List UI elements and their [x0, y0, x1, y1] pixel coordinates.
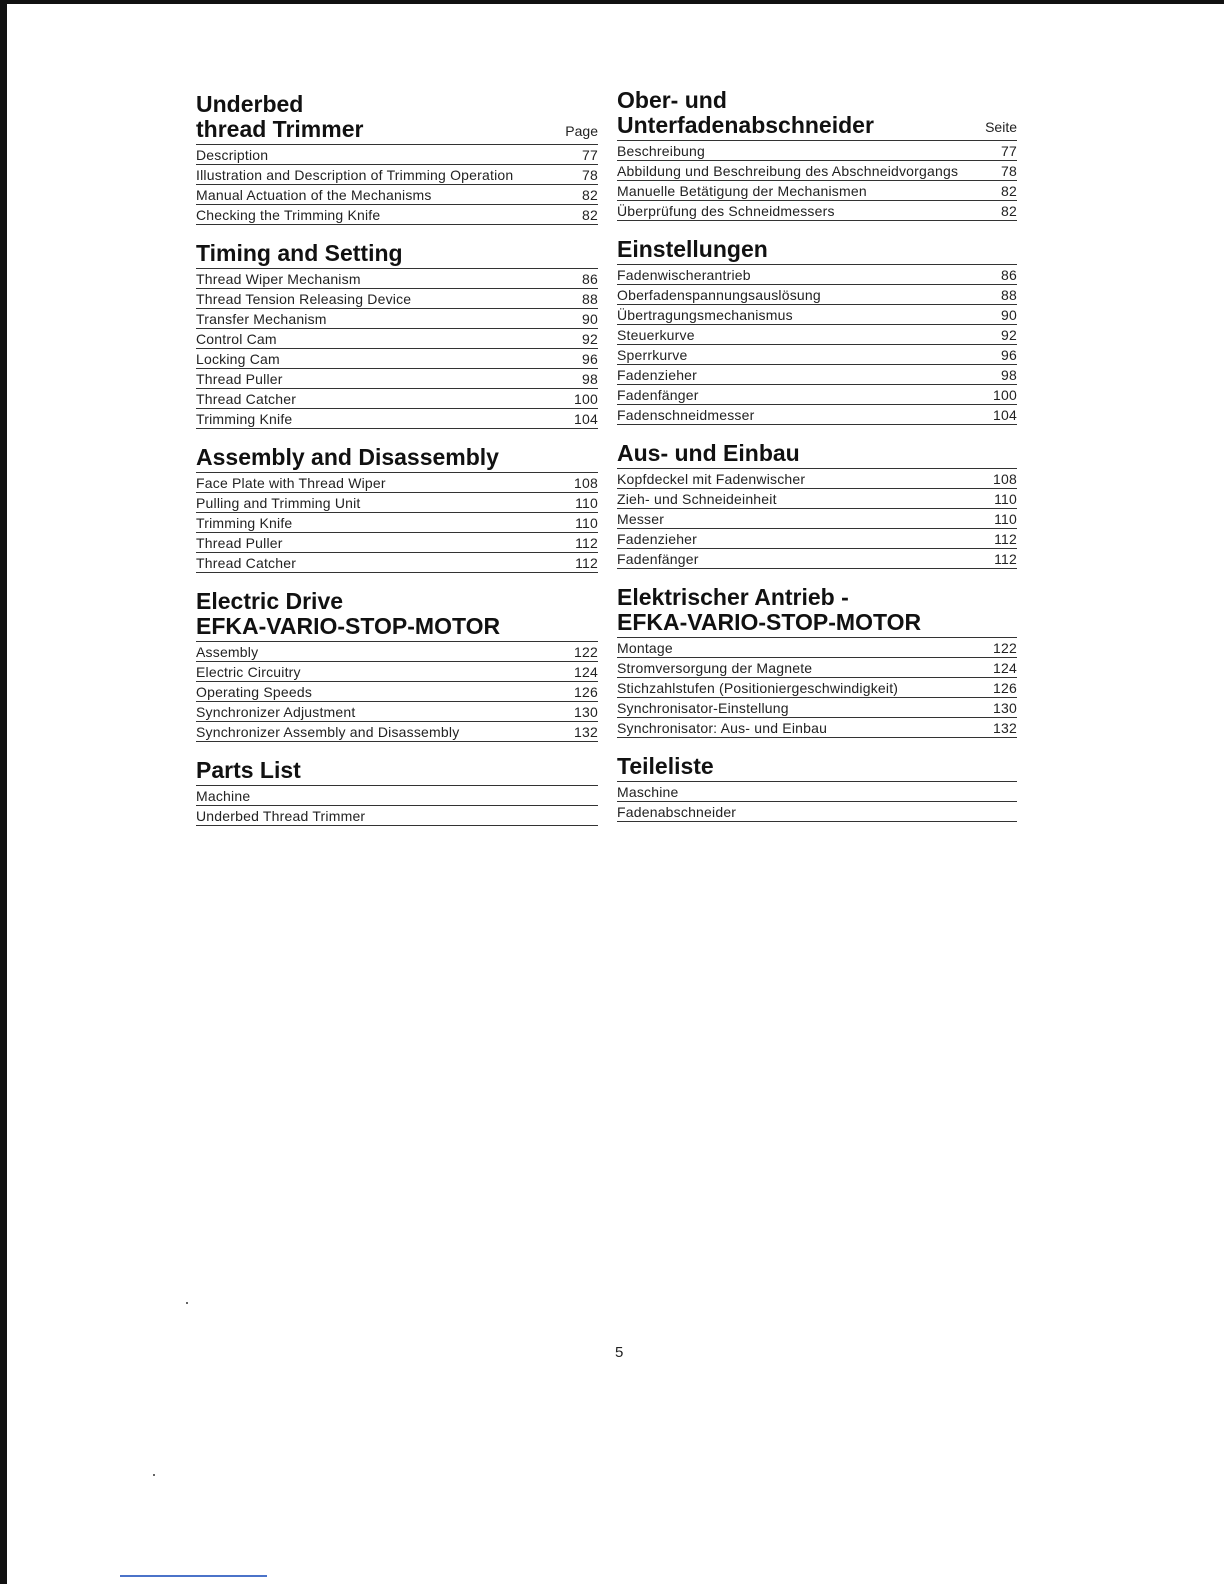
section-title-line: Einstellungen	[617, 236, 768, 262]
toc-entry[interactable]	[617, 509, 1017, 529]
contents-column-german	[617, 88, 1017, 838]
section-title-line: Ober- und	[617, 87, 727, 113]
toc-section	[196, 758, 598, 826]
entry-label: Übertragungsmechanismus	[617, 307, 793, 323]
entry-label: Fadenschneidmesser	[617, 407, 755, 423]
section-title-line: Unterfadenabschneider	[617, 112, 874, 138]
entry-label: Underbed Thread Trimmer	[196, 808, 366, 824]
entry-page: 98	[1001, 367, 1017, 383]
entry-page: 126	[574, 684, 598, 700]
entry-label: Abbildung und Beschreibung des Abschneidvorgangs	[617, 163, 959, 179]
entry-label: Kopfdeckel mit Fadenwischer	[617, 471, 806, 487]
toc-entry[interactable]	[196, 786, 598, 806]
entry-page: 132	[993, 720, 1017, 736]
section-title	[617, 88, 874, 138]
section-title-line: EFKA-VARIO-STOP-MOTOR	[617, 609, 922, 635]
section-title	[196, 92, 363, 142]
toc-entry[interactable]	[617, 161, 1017, 181]
section-header	[196, 758, 598, 783]
section-header	[196, 589, 598, 639]
toc-entry[interactable]	[617, 285, 1017, 305]
toc-section	[196, 241, 598, 429]
entry-page: 130	[574, 704, 598, 720]
entry-label: Fadenwischerantrieb	[617, 267, 751, 283]
entry-label: Operating Speeds	[196, 684, 313, 700]
toc-entry[interactable]	[617, 529, 1017, 549]
scan-edge-top	[0, 0, 1224, 4]
entry-label: Thread Puller	[196, 535, 283, 551]
entry-label: Transfer Mechanism	[196, 311, 327, 327]
entry-page: 124	[574, 664, 598, 680]
entry-label: Zieh- und Schneideinheit	[617, 491, 777, 507]
entry-page: 82	[582, 187, 598, 203]
entry-page: 112	[575, 555, 598, 571]
entry-label: Montage	[617, 640, 673, 656]
entry-page: 126	[993, 680, 1017, 696]
section-title	[617, 585, 921, 635]
entry-page: 100	[993, 387, 1017, 403]
entry-page: 112	[994, 531, 1017, 547]
entry-label: Beschreibung	[617, 143, 706, 159]
toc-section	[617, 237, 1017, 425]
entry-page: 108	[574, 475, 598, 491]
entry-page: 108	[993, 471, 1017, 487]
entry-label: Electric Circuitry	[196, 664, 301, 680]
entry-label: Maschine	[617, 784, 679, 800]
entry-page: 110	[994, 491, 1017, 507]
toc-entry[interactable]	[617, 405, 1017, 425]
entry-label: Thread Tension Releasing Device	[196, 291, 412, 307]
toc-entry[interactable]	[196, 642, 598, 662]
entry-page: 96	[1001, 347, 1017, 363]
entry-label: Fadenabschneider	[617, 804, 737, 820]
entry-label: Assembly	[196, 644, 259, 660]
entry-page: 88	[582, 291, 598, 307]
entry-label: Synchronizer Adjustment	[196, 704, 356, 720]
page-column-label: Seite	[985, 119, 1017, 135]
entry-label: Thread Catcher	[196, 555, 297, 571]
entry-label: Pulling and Trimming Unit	[196, 495, 361, 511]
toc-section	[617, 754, 1017, 822]
entry-label: Description	[196, 147, 269, 163]
section-title-line: Aus- und Einbau	[617, 440, 800, 466]
toc-entry[interactable]	[196, 493, 598, 513]
page-column-label: Page	[565, 123, 598, 139]
section-header	[196, 445, 598, 470]
entry-page: 98	[582, 371, 598, 387]
toc-entry[interactable]	[196, 806, 598, 826]
page-number: 5	[615, 1344, 624, 1361]
toc-section	[617, 88, 1017, 221]
entry-page: 86	[582, 271, 598, 287]
toc-section	[617, 441, 1017, 569]
entry-label: Manual Actuation of the Mechanisms	[196, 187, 432, 203]
toc-section	[196, 92, 598, 225]
toc-entry[interactable]	[617, 638, 1017, 658]
entry-page: 78	[582, 167, 598, 183]
toc-section	[196, 589, 598, 742]
entry-page: 96	[582, 351, 598, 367]
toc-entry[interactable]	[196, 513, 598, 533]
toc-entry[interactable]	[196, 309, 598, 329]
section-header	[617, 754, 1017, 779]
entry-page: 82	[1001, 203, 1017, 219]
entry-page: 130	[993, 700, 1017, 716]
toc-entry[interactable]	[617, 782, 1017, 802]
section-header	[617, 237, 1017, 262]
entry-label: Stichzahlstufen (Positioniergeschwindigkeit)	[617, 680, 899, 696]
entry-label: Checking the Trimming Knife	[196, 207, 381, 223]
toc-entry[interactable]	[196, 185, 598, 205]
entry-label: Thread Wiper Mechanism	[196, 271, 361, 287]
section-title	[196, 445, 499, 470]
toc-entry[interactable]	[196, 533, 598, 553]
entry-label: Fadenfänger	[617, 387, 699, 403]
toc-entry[interactable]	[196, 702, 598, 722]
entry-label: Synchronizer Assembly and Disassembly	[196, 724, 460, 740]
entry-label: Face Plate with Thread Wiper	[196, 475, 386, 491]
section-title	[617, 754, 714, 779]
entry-label: Steuerkurve	[617, 327, 695, 343]
toc-entry[interactable]	[617, 678, 1017, 698]
entry-page: 78	[1001, 163, 1017, 179]
scan-edge-left	[0, 0, 7, 1584]
section-title-line: Underbed	[196, 91, 304, 117]
entry-page: 86	[1001, 267, 1017, 283]
toc-section	[617, 585, 1017, 738]
section-title-line: EFKA-VARIO-STOP-MOTOR	[196, 613, 501, 639]
toc-entry[interactable]	[617, 802, 1017, 822]
section-title	[196, 758, 301, 783]
contents-column-english	[196, 92, 598, 842]
toc-entry[interactable]	[617, 385, 1017, 405]
section-title-line: thread Trimmer	[196, 116, 364, 142]
toc-entry[interactable]	[196, 349, 598, 369]
entry-label: Locking Cam	[196, 351, 280, 367]
toc-entry[interactable]	[617, 181, 1017, 201]
section-title-line: Electric Drive	[196, 588, 344, 614]
entry-label: Fadenzieher	[617, 531, 698, 547]
scan-speck	[153, 1474, 155, 1476]
entry-label: Überprüfung des Schneidmessers	[617, 203, 835, 219]
toc-section	[196, 445, 598, 573]
entry-page: 90	[1001, 307, 1017, 323]
entry-page: 90	[582, 311, 598, 327]
scan-edge-bottom	[120, 1575, 267, 1577]
section-header	[617, 585, 1017, 635]
toc-entry[interactable]	[196, 662, 598, 682]
toc-entry[interactable]	[617, 365, 1017, 385]
entry-label: Trimming Knife	[196, 411, 293, 427]
section-title	[617, 441, 800, 466]
entry-page: 132	[574, 724, 598, 740]
toc-entry[interactable]	[196, 682, 598, 702]
scan-speck	[186, 1302, 188, 1304]
entry-page: 110	[994, 511, 1017, 527]
section-header	[617, 88, 1017, 138]
toc-entry[interactable]	[196, 329, 598, 349]
section-title	[196, 241, 403, 266]
toc-entry[interactable]	[617, 325, 1017, 345]
toc-entry[interactable]	[196, 145, 598, 165]
entry-label: Thread Catcher	[196, 391, 297, 407]
toc-entry[interactable]	[617, 201, 1017, 221]
section-header	[617, 441, 1017, 466]
entry-label: Thread Puller	[196, 371, 283, 387]
entry-page: 82	[1001, 183, 1017, 199]
entry-page: 110	[575, 515, 598, 531]
toc-entry[interactable]	[617, 305, 1017, 325]
toc-entry[interactable]	[617, 718, 1017, 738]
entry-page: 122	[993, 640, 1017, 656]
entry-page: 124	[993, 660, 1017, 676]
toc-entry[interactable]	[196, 165, 598, 185]
entry-page: 112	[575, 535, 598, 551]
entry-page: 104	[993, 407, 1017, 423]
section-title-line: Elektrischer Antrieb -	[617, 584, 849, 610]
toc-entry[interactable]	[617, 345, 1017, 365]
section-header	[196, 241, 598, 266]
section-header	[196, 92, 598, 142]
entry-label: Fadenfänger	[617, 551, 699, 567]
entry-page: 92	[582, 331, 598, 347]
entry-page: 92	[1001, 327, 1017, 343]
section-title-line: Parts List	[196, 757, 301, 783]
toc-entry[interactable]	[617, 549, 1017, 569]
entry-page: 82	[582, 207, 598, 223]
section-title-line: Assembly and Disassembly	[196, 444, 499, 470]
toc-entry[interactable]	[196, 722, 598, 742]
entry-label: Stromversorgung der Magnete	[617, 660, 813, 676]
section-title-line: Timing and Setting	[196, 240, 403, 266]
entry-label: Manuelle Betätigung der Mechanismen	[617, 183, 867, 199]
entry-label: Machine	[196, 788, 251, 804]
entry-page: 77	[1001, 143, 1017, 159]
entry-page: 122	[574, 644, 598, 660]
toc-entry[interactable]	[196, 369, 598, 389]
entry-label: Synchronisator: Aus- und Einbau	[617, 720, 828, 736]
toc-entry[interactable]	[617, 265, 1017, 285]
entry-label: Sperrkurve	[617, 347, 688, 363]
entry-page: 110	[575, 495, 598, 511]
entry-label: Trimming Knife	[196, 515, 293, 531]
entry-page: 104	[574, 411, 598, 427]
toc-entry[interactable]	[196, 389, 598, 409]
entry-page: 77	[582, 147, 598, 163]
entry-label: Control Cam	[196, 331, 277, 347]
section-title-line: Teileliste	[617, 753, 714, 779]
toc-entry[interactable]	[196, 205, 598, 225]
entry-page: 88	[1001, 287, 1017, 303]
toc-entry[interactable]	[617, 489, 1017, 509]
entry-label: Oberfadenspannungsauslösung	[617, 287, 821, 303]
entry-label: Messer	[617, 511, 665, 527]
toc-entry[interactable]	[196, 269, 598, 289]
toc-entry[interactable]	[196, 409, 598, 429]
entry-label: Fadenzieher	[617, 367, 698, 383]
toc-entry[interactable]	[617, 141, 1017, 161]
entry-page: 112	[994, 551, 1017, 567]
section-title	[617, 237, 768, 262]
section-title	[196, 589, 500, 639]
toc-entry[interactable]	[196, 553, 598, 573]
entry-label: Synchronisator-Einstellung	[617, 700, 789, 716]
toc-entry[interactable]	[617, 658, 1017, 678]
entry-label: Illustration and Description of Trimming Operation	[196, 167, 514, 183]
toc-entry[interactable]	[617, 698, 1017, 718]
toc-entry[interactable]	[196, 473, 598, 493]
toc-entry[interactable]	[196, 289, 598, 309]
entry-page: 100	[574, 391, 598, 407]
toc-entry[interactable]	[617, 469, 1017, 489]
